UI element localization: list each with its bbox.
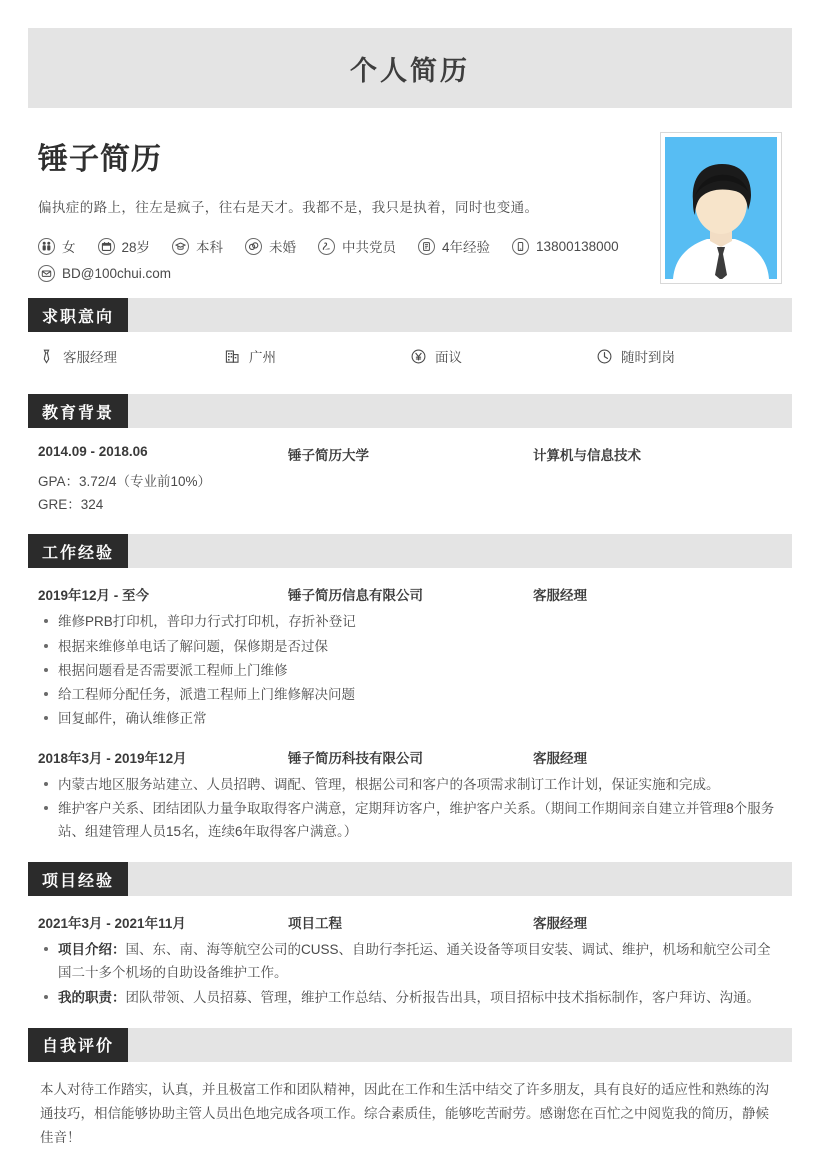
meta-marital-status-value: 未婚 <box>269 240 297 255</box>
profile-photo-frame <box>660 132 782 284</box>
work-company: 锤子简历信息有限公司 <box>288 588 423 604</box>
list-item: 根据来维修单电话了解问题，保修期是否过保 <box>38 635 782 658</box>
bullet-label: 项目介绍： <box>58 942 126 958</box>
job-intention-salary <box>410 346 596 366</box>
graduation-cap-icon <box>172 238 189 255</box>
education-entry <box>38 444 782 516</box>
work-bullet-list <box>38 610 782 730</box>
education-major: 计算机与信息技术 <box>533 448 641 463</box>
marital-status-icon <box>245 238 262 255</box>
project-entry <box>38 912 782 1009</box>
self-evaluation-body <box>28 1062 792 1154</box>
project-period: 2021年3月 - 2021年11月 <box>38 916 186 932</box>
meta-phone <box>512 238 619 255</box>
necktie-icon <box>38 348 55 365</box>
envelope-icon <box>38 265 55 282</box>
meta-age <box>98 236 151 256</box>
project-bullet-list <box>38 938 782 1009</box>
work-period: 2018年3月 - 2019年12月 <box>38 750 187 766</box>
job-intention-city-value: 广州 <box>249 350 276 365</box>
candidate-tagline: 偏执症的路上，往左是疯子，往右是天才。我都不是，我只是执着，同时也变通。 <box>38 200 539 215</box>
phone-icon <box>512 238 529 255</box>
work-position: 客服经理 <box>533 588 587 604</box>
list-item: 回复邮件，确认维修正常 <box>38 707 782 730</box>
section-header-work <box>28 534 792 568</box>
profile-meta-row-1 <box>38 236 660 256</box>
work-company: 锤子简历科技有限公司 <box>288 750 423 766</box>
meta-education-level-value: 本科 <box>196 240 224 255</box>
section-title-self-evaluation: 自我评价 <box>28 1028 128 1062</box>
job-intention-salary-value: 面议 <box>435 350 462 365</box>
meta-marital-status <box>245 236 296 256</box>
document-title-band <box>28 28 792 108</box>
job-intention-position-value: 客服经理 <box>63 350 117 365</box>
work-entry-head <box>38 584 782 604</box>
calendar-icon <box>98 238 115 255</box>
meta-age-value: 28岁 <box>121 240 151 255</box>
work-period: 2019年12月 - 至今 <box>38 588 150 604</box>
education-detail-gpa: GPA：3.72/4（专业前10%） <box>38 474 212 489</box>
meta-political-status-value: 中共党员 <box>342 240 397 255</box>
building-icon <box>224 348 241 365</box>
work-body <box>28 568 792 848</box>
project-position: 客服经理 <box>533 916 587 932</box>
meta-experience-value: 4年经验 <box>442 240 491 255</box>
education-body <box>28 428 792 520</box>
list-item: 内蒙古地区服务站建立、人员招聘、调配、管理，根据公司和客户的各项需求制订工作计划，保证实施和完成。 <box>38 773 782 796</box>
list-item: 维护客户关系、团结团队力量争取取得客户满意，定期拜访客户，维护客户关系。（期间工作期间亲自建立并管理8个服务站、组建管理人员15名，连续6年取得客户满意。） <box>38 797 782 843</box>
yen-icon <box>410 348 427 365</box>
candidate-name: 锤子简历 <box>38 143 162 176</box>
job-intention-row <box>28 332 792 380</box>
section-header-job-intention <box>28 298 792 332</box>
gender-icon <box>38 238 55 255</box>
list-item: 给工程师分配任务，派遣工程师上门维修解决问题 <box>38 683 782 706</box>
project-name: 项目工程 <box>288 916 342 932</box>
education-entry-head <box>38 444 782 464</box>
meta-email-value: BD@100chui.com <box>62 266 172 281</box>
document-icon <box>418 238 435 255</box>
profile-section <box>28 108 792 284</box>
work-position: 客服经理 <box>533 750 587 766</box>
section-title-job-intention: 求职意向 <box>28 298 128 332</box>
meta-education-level <box>172 236 223 256</box>
work-bullet-list <box>38 773 782 844</box>
meta-email <box>38 265 171 282</box>
section-title-project: 项目经验 <box>28 862 128 896</box>
work-entry-head <box>38 747 782 767</box>
education-details <box>38 470 782 516</box>
meta-gender <box>38 236 76 256</box>
party-member-icon <box>318 238 335 255</box>
profile-meta-row-2 <box>38 265 660 282</box>
list-item: 根据问题看是否需要派工程师上门维修 <box>38 659 782 682</box>
bullet-label: 我的职责： <box>58 989 126 1005</box>
meta-experience <box>418 236 490 256</box>
job-intention-availability <box>596 346 782 366</box>
list-item <box>38 986 782 1009</box>
section-title-education: 教育背景 <box>28 394 128 428</box>
section-header-education <box>28 394 792 428</box>
section-header-project <box>28 862 792 896</box>
avatar <box>665 137 777 279</box>
list-item: 维修PRB打印机，普印力行式打印机，存折补登记 <box>38 610 782 633</box>
job-intention-availability-value: 随时到岗 <box>621 350 675 365</box>
education-period: 2014.09 - 2018.06 <box>38 444 148 459</box>
education-school: 锤子简历大学 <box>288 448 369 463</box>
meta-gender-value: 女 <box>62 240 76 255</box>
list-item <box>38 938 782 984</box>
job-intention-position <box>38 346 224 366</box>
bullet-text: 团队带领、人员招募、管理，维护工作总结、分析报告出具，项目招标中技术指标制作，客户拜访、沟通。 <box>125 989 760 1005</box>
project-body <box>28 896 792 1014</box>
bullet-text: 国、东、南、海等航空公司的CUSS、自助行李托运、通关设备等项目安装、调试、维护，机场和航空公司全国二十多个机场的自助设备维护工作。 <box>58 942 771 981</box>
work-entry <box>38 747 782 844</box>
meta-phone-value: 13800138000 <box>536 238 619 254</box>
work-entry <box>38 584 782 730</box>
meta-political-status <box>318 236 396 256</box>
profile-details <box>38 132 660 282</box>
profile-meta-rows <box>38 236 660 282</box>
self-evaluation-text: 本人对待工作踏实，认真，并且极富工作和团队精神，因此在工作和生活中结交了许多朋友，具有良好的适应性和熟练的沟通技巧，相信能够协助主管人员出色地完成各项工作。综合素质佳，能够吃苦耐劳。感谢您在百忙之中阅览我的简历，静候佳音！ <box>40 1081 769 1145</box>
project-entry-head <box>38 912 782 932</box>
clock-icon <box>596 348 613 365</box>
page-title: 个人简历 <box>350 55 470 86</box>
job-intention-city <box>224 346 410 366</box>
education-detail-gre: GRE：324 <box>38 497 104 513</box>
section-header-self-evaluation <box>28 1028 792 1062</box>
section-title-work: 工作经验 <box>28 534 128 568</box>
